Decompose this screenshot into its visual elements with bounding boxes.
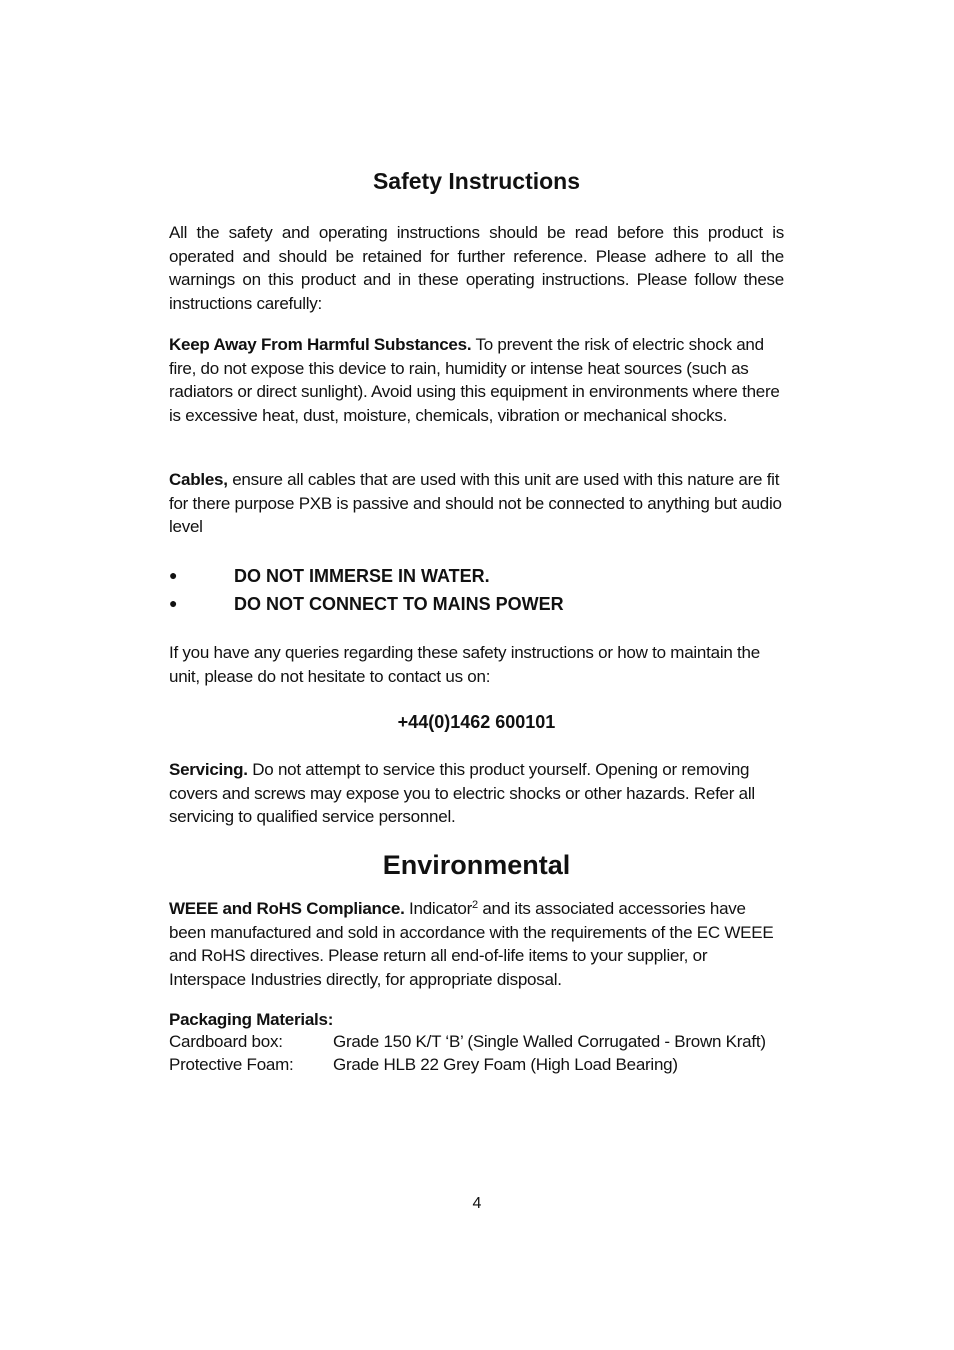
bullet-icon: ●: [169, 595, 178, 611]
bullet-icon: ●: [169, 567, 178, 583]
page-number: 4: [472, 1195, 482, 1212]
warning-text: DO NOT IMMERSE IN WATER.: [234, 566, 490, 586]
packaging-heading: [169, 1008, 784, 1032]
weee-paragraph: [169, 897, 784, 991]
queries-paragraph: If you have any queries regarding these safety instructions or how to maintain the unit, please do not hesitate to contact us on:: [169, 643, 760, 686]
harmful-substances-text: To prevent the risk of electric shock and fire, do not expose this device to rain, humidity or intense heat sources (such as radiators or direct sunlight). Avoid using this equipment in environments where there is excessive heat, dust, moisture, chemicals, vibration or mechanical shocks.: [169, 335, 780, 425]
servicing-text: Do not attempt to service this product yourself. Opening or removing covers and screws may expose you to electric shocks or other hazards. Refer all servicing to qualified service personnel.: [169, 760, 755, 826]
page-title-safety: Safety Instructions: [372, 168, 581, 194]
packaging-value: Grade 150 K/T ‘B’ (Single Walled Corrugated - Brown Kraft): [333, 1032, 766, 1051]
safety-intro: All the safety and operating instructions should be read before this product is operated and should be retained for further reference. Please adhere to all the warnings on this product and in these operating instructions. Please follow these instructions carefully:: [169, 223, 784, 313]
warning-bullet: [169, 567, 784, 591]
cables-text: ensure all cables that are used with this unit are used with this nature are fit for there purpose PXB is passive and should not be connected to anything but audio level: [169, 470, 782, 536]
servicing-paragraph: [169, 758, 784, 829]
packaging-heading-label: Packaging Materials:: [169, 1010, 334, 1029]
contact-phone: +44(0)1462 600101: [397, 712, 556, 732]
harmful-substances-paragraph: [169, 333, 784, 427]
packaging-label: Protective Foam:: [169, 1055, 294, 1074]
harmful-substances-heading: Keep Away From Harmful Substances.: [169, 335, 472, 354]
servicing-heading: Servicing.: [169, 760, 248, 779]
weee-superscript: 2: [472, 899, 478, 911]
packaging-label: Cardboard box:: [169, 1032, 283, 1051]
warning-bullet: [169, 595, 784, 619]
warning-text: DO NOT CONNECT TO MAINS POWER: [234, 594, 564, 614]
weee-text: and its associated accessories have been manufactured and sold in accordance with the requirements of the EC WEEE and RoHS directives. Please return all end-of-life items to your supplier, or Interspace Industries directly, for appropriate disposal.: [169, 899, 774, 989]
cables-paragraph: [169, 468, 784, 539]
weee-heading: WEEE and RoHS Compliance.: [169, 899, 405, 918]
page-title-environmental: Environmental: [382, 850, 571, 880]
weee-product: Indicator: [404, 899, 472, 918]
packaging-value: Grade HLB 22 Grey Foam (High Load Bearing): [333, 1055, 678, 1074]
cables-heading: Cables,: [169, 470, 228, 489]
